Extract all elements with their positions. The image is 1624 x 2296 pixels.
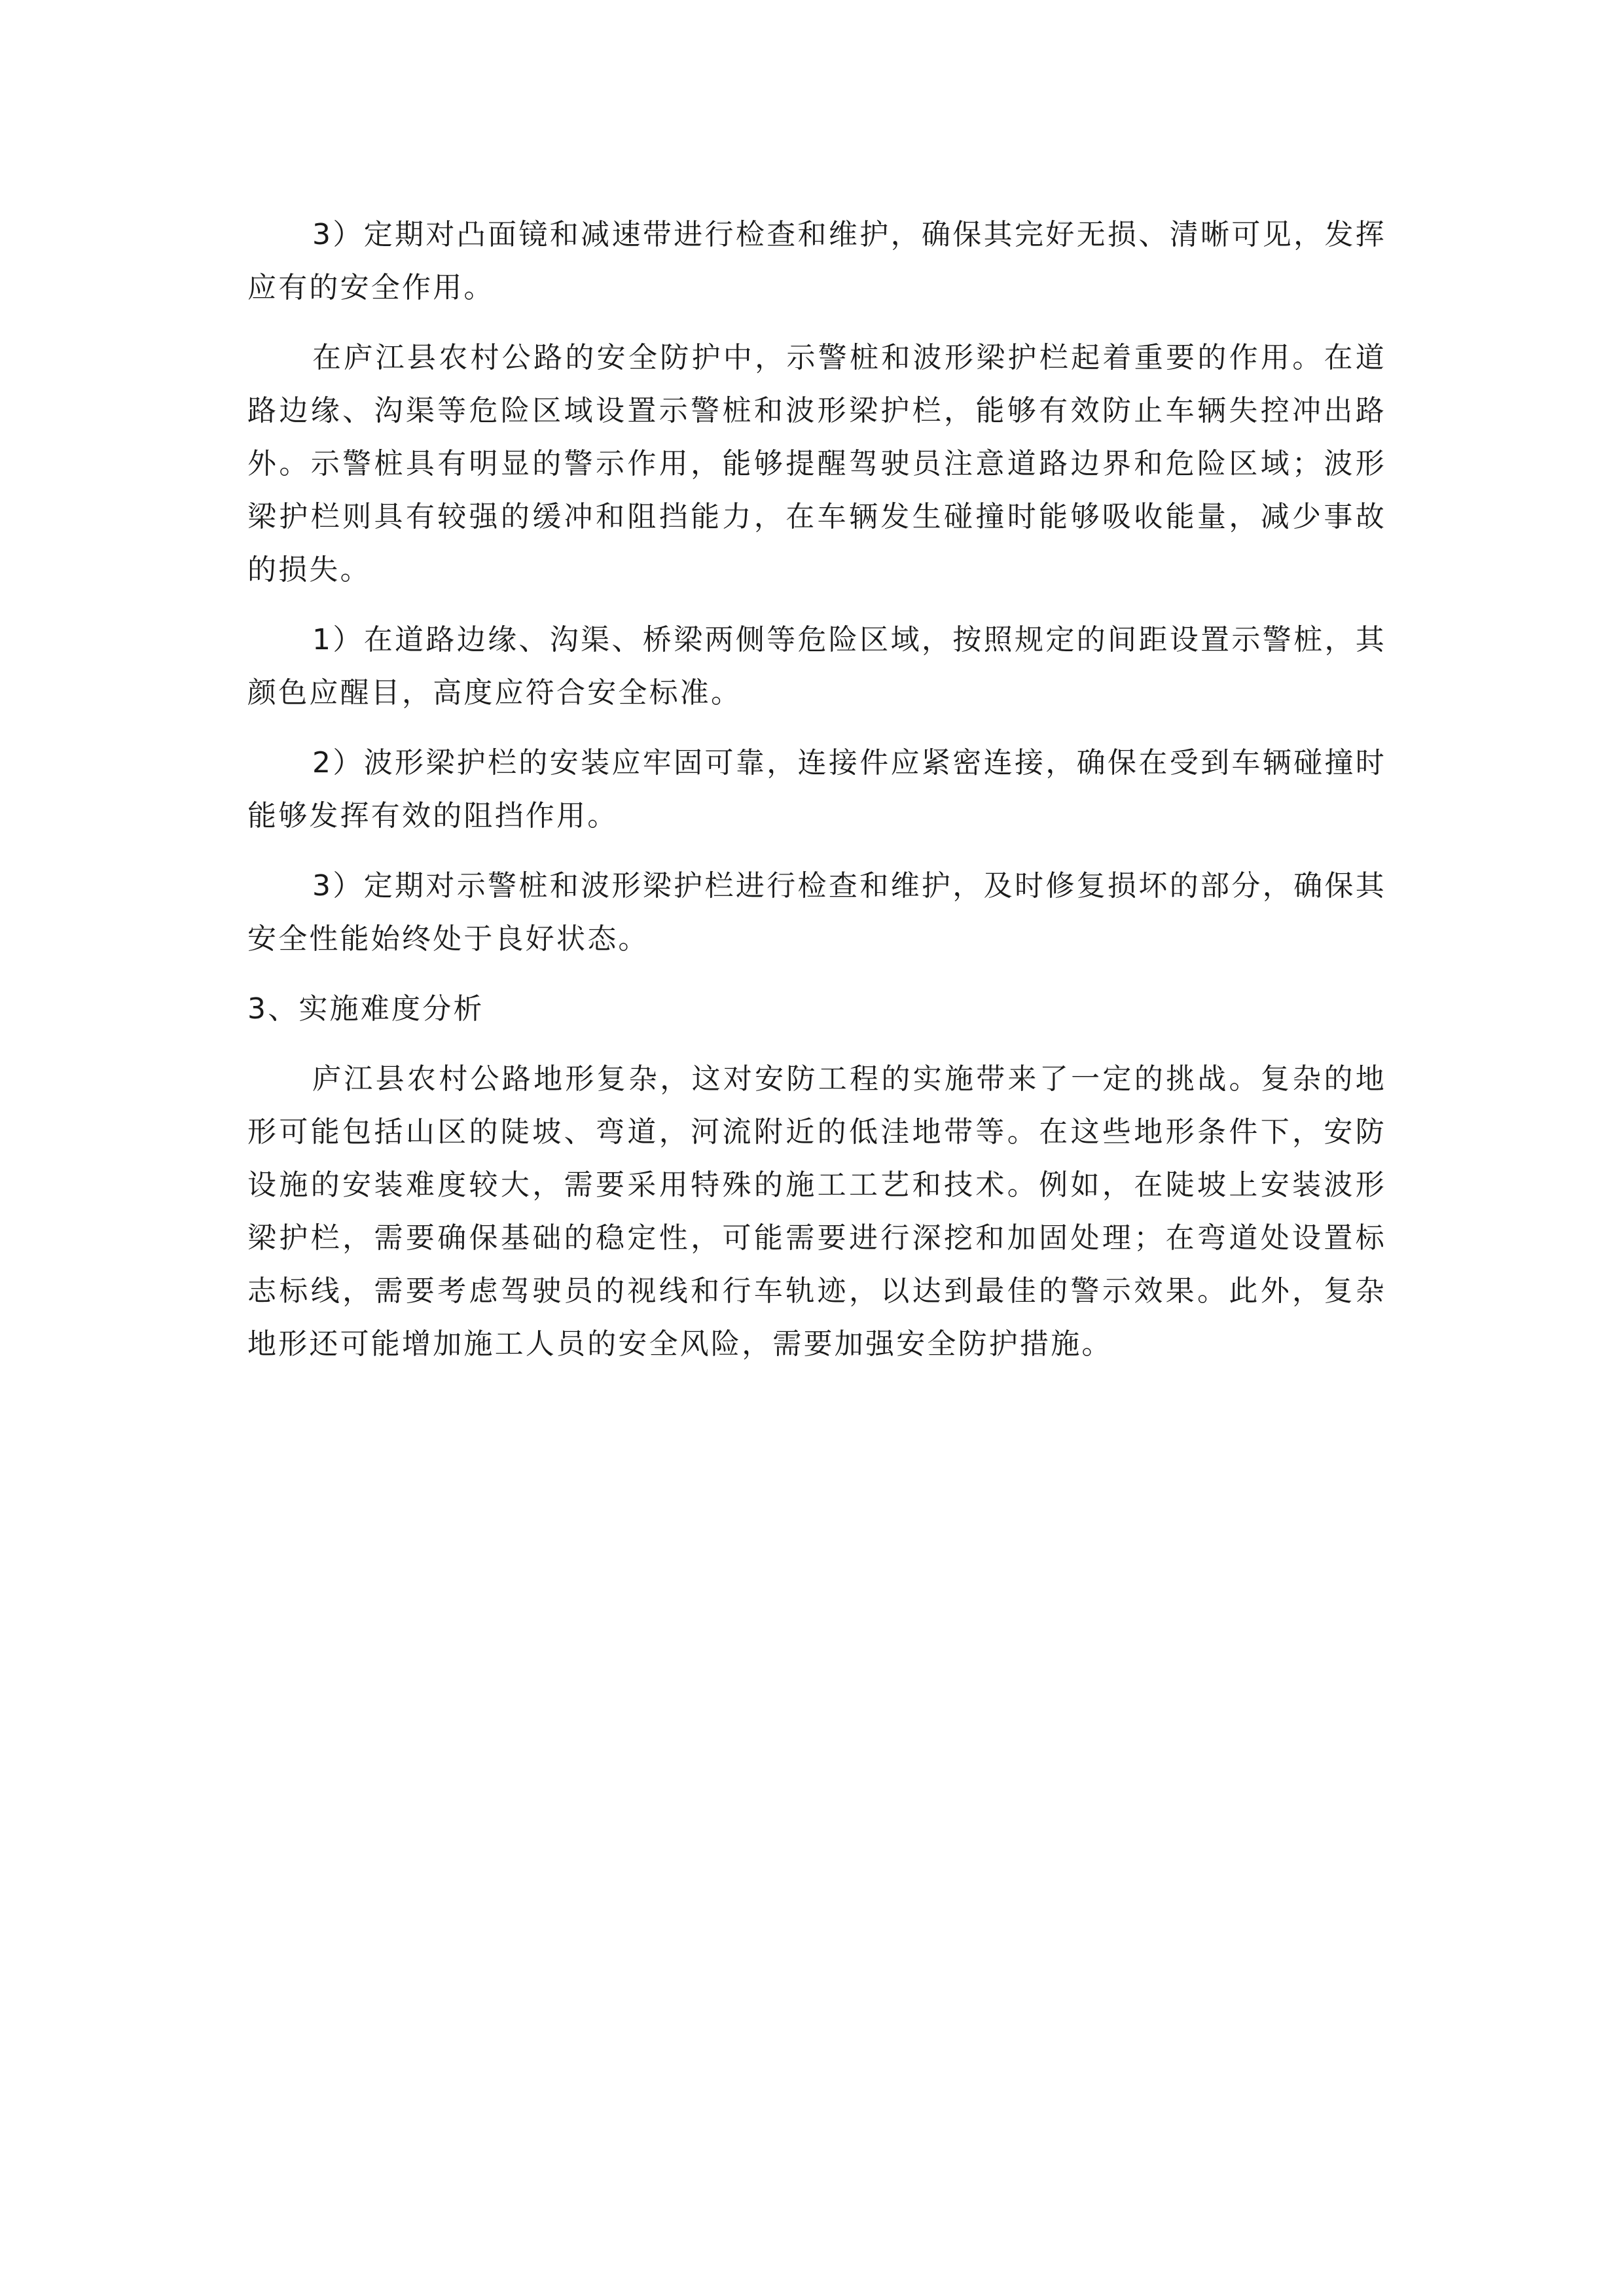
paragraph-guardrail-installation: 2）波形梁护栏的安装应牢固可靠，连接件应紧密连接，确保在受到车辆碰撞时能够发挥有效的阻挡作用。 (247, 746, 1386, 833)
paragraph-terrain-difficulty: 庐江县农村公路地形复杂，这对安防工程的实施带来了一定的挑战。复杂的地形可能包括山区的陡坡、弯道，河流附近的低洼地带等。在这些地形条件下，安防设施的安装难度较大，需要采用特殊的施工工艺和技术。例如，在陡坡上安装波形梁护栏，需要确保基础的稳定性，可能需要进行深挖和加固处理；在弯道处设置标志标线，需要考虑驾驶员的视线和行车轨迹，以达到最佳的警示效果。此外，复杂地形还可能增加施工人员的安全风险，需要加强安全防护措施。 (247, 1062, 1386, 1361)
paragraph-maintenance-mirror-speedbump: 3）定期对凸面镜和减速带进行检查和维护，确保其完好无损、清晰可见，发挥应有的安全作用。 (247, 218, 1386, 304)
paragraph-periodic-inspection: 3）定期对示警桩和波形梁护栏进行检查和维护，及时修复损坏的部分，确保其安全性能始终处于良好状态。 (247, 869, 1386, 956)
paragraph-warning-post-guardrail-intro: 在庐江县农村公路的安全防护中，示警桩和波形梁护栏起着重要的作用。在道路边缘、沟渠等危险区域设置示警桩和波形梁护栏，能够有效防止车辆失控冲出路外。示警桩具有明显的警示作用，能够提醒驾驶员注意道路边界和危险区域；波形梁护栏则具有较强的缓冲和阻挡能力，在车辆发生碰撞时能够吸收能量，减少事故的损失。 (247, 341, 1386, 586)
paragraph-warning-post-setup: 1）在道路边缘、沟渠、桥梁两侧等危险区域，按照规定的间距设置示警桩，其颜色应醒目，高度应符合安全标准。 (247, 623, 1386, 709)
document-body (247, 208, 1386, 1388)
section-heading-difficulty-analysis: 3、实施难度分析 (247, 992, 484, 1026)
